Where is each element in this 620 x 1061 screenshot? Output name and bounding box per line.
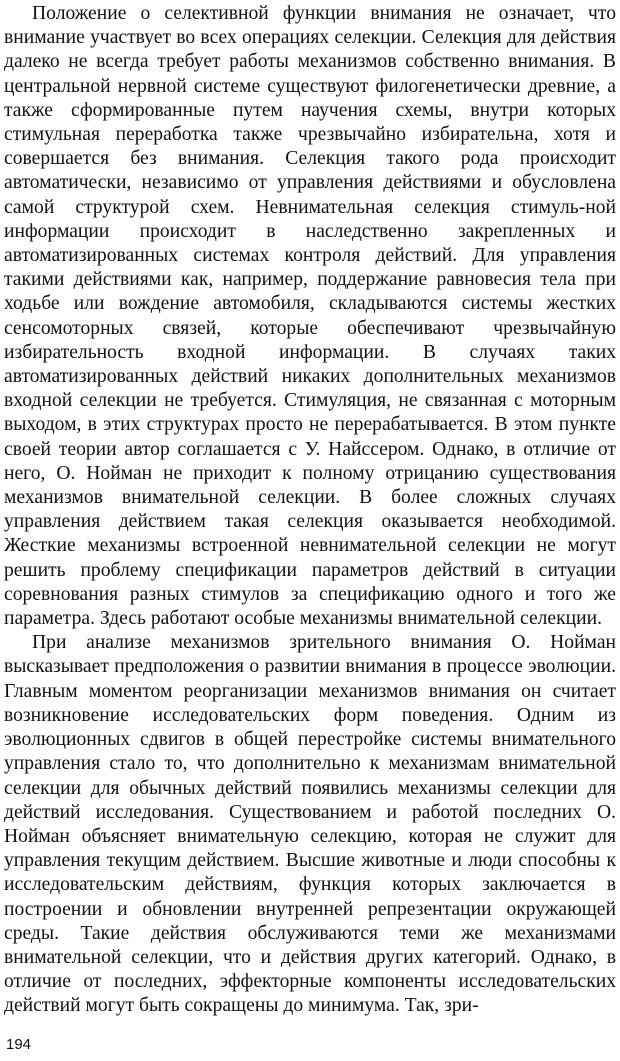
paragraph-1: Положение о селективной функции внимания не означает, что внимание участвует во всех операциях селекции. Селекция для действия далеко не всегда требует работы механизмов собственно внимания. В центральной нервной системе существуют филогенетически древние, а также сформированные путем научения схемы, внутри которых стимульная переработка также чрезвычайно избирательна, хотя и совершается без внимания. Селекция такого рода происходит автоматически, независимо от управления действиями и обусловлена самой структурой схем. Невнимательная селекция стимуль-ной информации происходит в наследственно закрепленных и автоматизированных системах контроля действий. Для управления такими действиями как, например, поддержание равновесия тела при ходьбе или вождение автомобиля, складываются системы жестких сенсомоторных связей, которые обеспечивают чрезвычайную избирательность входной информации. В случаях таких автоматизированных действий никаких дополнительных механизмов входной селекции не требуется. Стимуляция, не связанная с моторным выходом, в этих структурах просто не перерабатывается. В этом пункте своей теории автор соглашается с У. Найссером. Однако, в отличие от него, О. Нойман не приходит к полному отрицанию существования механизмов внимательной селекции. В более сложных случаях управления действием такая селекция оказывается необходимой. Жесткие механизмы встроенной невнимательной селекции не могут решить проблему спецификации параметров действий в ситуации соревнования разных стимулов за спецификацию одного и того же параметра. Здесь работают особые механизмы внимательной селекции. <box>4 3 616 630</box>
paragraph-2: При анализе механизмов зрительного внимания О. Нойман высказывает предположения о развитии внимания в процессе эволюции. Главным моментом реорганизации механизмов внимания он считает возникновение исследовательских форм поведения. Одним из эволюционных сдвигов в общей перестройке системы внимательного управления стало то, что дополнительно к механизмам внимательной селекции для обычных действий появились механизмы селекции для действий исследования. Существованием и работой последних О. Нойман объясняет внимательную селекцию, которая не служит для управления текущим действием. Высшие животные и люди способны к исследовательским действиям, функция которых заключается в построении и обновлении внутренней репрезентации окружающей среды. Такие действия обслуживаются теми же механизмами внимательной селекции, что и действия других категорий. Однако, в отличие от последних, эффекторные компоненты исследовательских действий могут быть сокращены до минимума. Так, зри- <box>4 632 616 1017</box>
page-number: 194 <box>6 1036 32 1053</box>
body-text <box>4 2 616 1019</box>
